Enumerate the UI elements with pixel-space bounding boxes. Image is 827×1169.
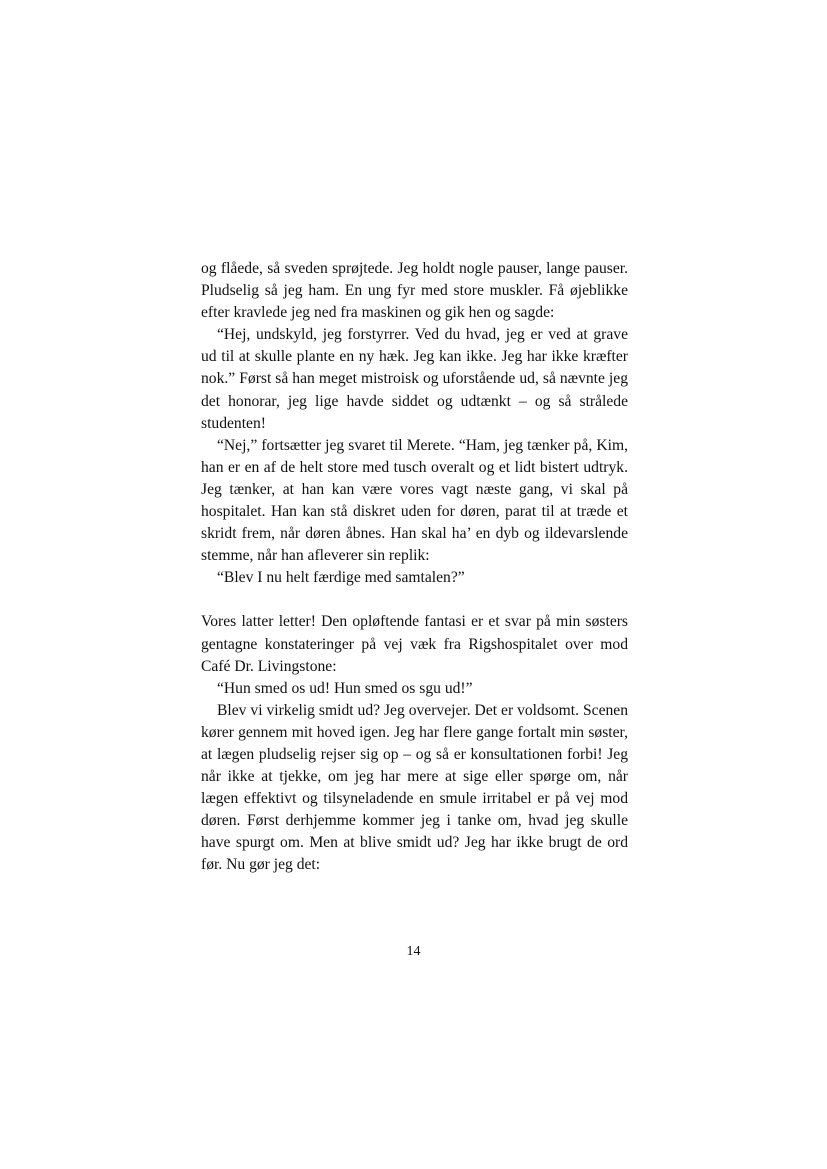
body-text xyxy=(201,258,628,877)
page-number: 14 xyxy=(406,944,421,959)
paragraph-4: “Blev I nu helt færdige med samtalen?” xyxy=(217,569,465,587)
paragraph-5: Vores latter letter! Den opløftende fantasi er et svar på min søsters gentagne konstateringer på vej væk fra Rigshospitalet over mod Café Dr. Livingstone: xyxy=(201,613,628,675)
paragraph-1: og flåede, så sveden sprøjtede. Jeg holdt nogle pauser, lange pauser. Pludselig så jeg ham. En ung fyr med store muskler. Få øjeblikke efter kravlede jeg ned fra maskinen og gik hen og sagde: xyxy=(201,260,628,322)
paragraph-2: “Hej, undskyld, jeg forstyrrer. Ved du hvad, jeg er ved at grave ud til at skulle plante en ny hæk. Jeg kan ikke. Jeg har ikke kræfter nok.” Først så han meget mistroisk og uforstående ud, så nævnte jeg det honorar, jeg lige havde siddet og udtænkt – og så strålede studenten! xyxy=(201,326,628,432)
paragraph-7: Blev vi virkelig smidt ud? Jeg overvejer. Det er voldsomt. Scenen kører gennem mit hoved igen. Jeg har flere gange fortalt min søster, at lægen pludselig rejser sig op – og så er konsultationen forbi! Jeg når ikke at tjekke, om jeg har mere at sige eller spørge om, når lægen effektivt og tilsyneladende en smule irritabel er på vej mod døren. Først derhjemme kommer jeg i tanke om, hvad jeg skulle have spurgt om. Men at blive smidt ud? Jeg har ikke brugt de ord før. Nu gør jeg det: xyxy=(201,701,628,874)
paragraph-6: “Hun smed os ud! Hun smed os sgu ud!” xyxy=(217,679,473,697)
paragraph-3: “Nej,” fortsætter jeg svaret til Merete. “Ham, jeg tænker på, Kim, han er en af de helt store med tusch overalt og et lidt bistert udtryk. Jeg tænker, at han kan være vores vagt næste gang, vi skal på hospitalet. Han kan stå diskret uden for døren, parat til at træde et skridt frem, når døren åbnes. Han skal ha’ en dyb og ildevarslende stemme, når han afleverer sin replik: xyxy=(201,436,628,565)
